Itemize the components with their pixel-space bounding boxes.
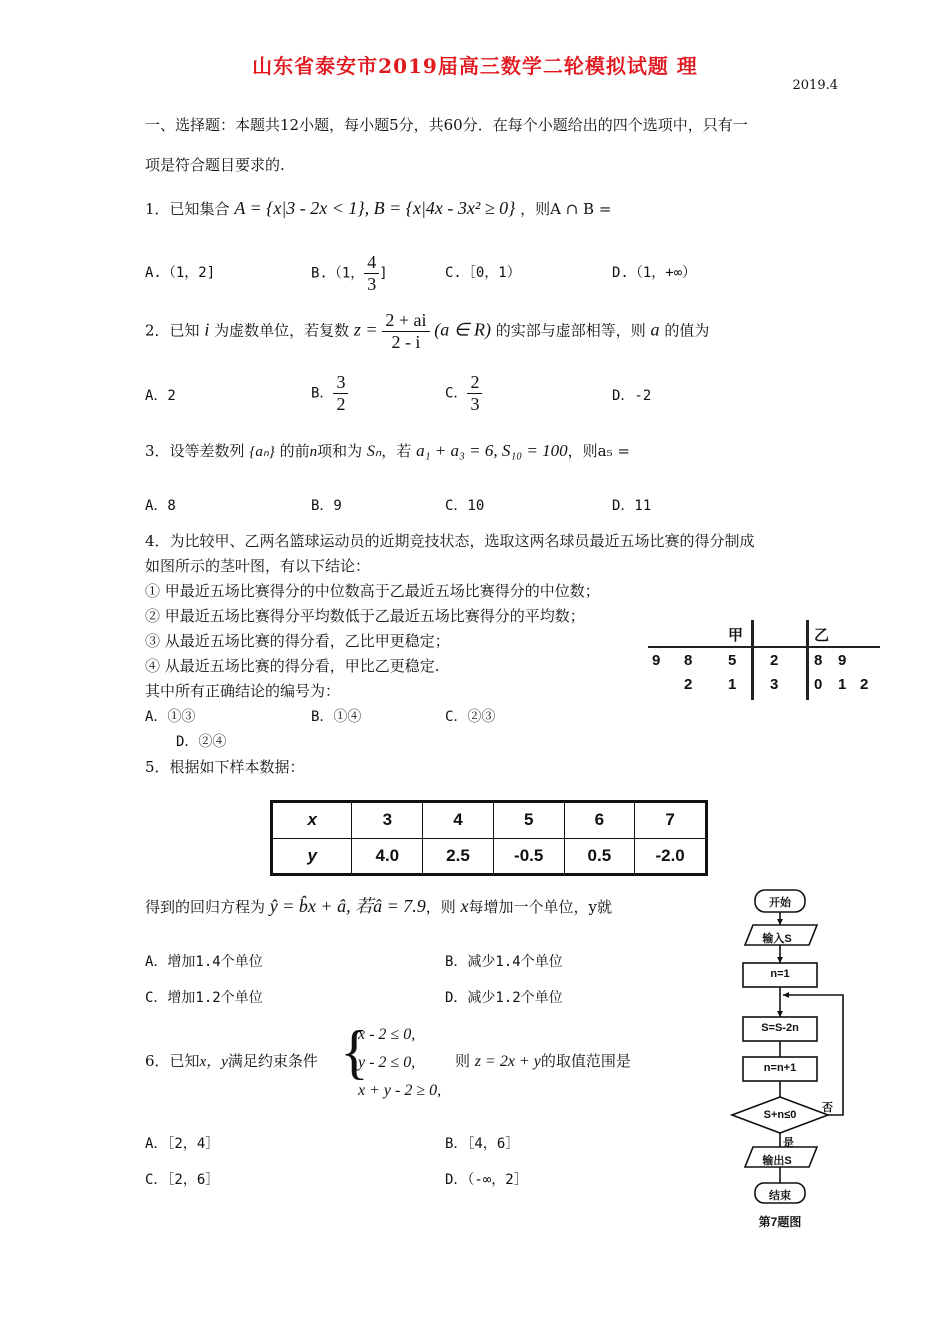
stem-leaf-left-5: 1 bbox=[728, 676, 737, 693]
table-x-label: x bbox=[272, 802, 352, 839]
q6-mid: 满足约束条件 bbox=[227, 1052, 318, 1070]
constraint-brace: { bbox=[340, 1019, 369, 1085]
q2-option-c-denominator: 3 bbox=[470, 394, 480, 414]
table-y-label: y bbox=[272, 838, 352, 875]
q2-condition: (a ∈ R) bbox=[434, 319, 491, 340]
q4-line1: 4．为比较甲、乙两名篮球运动员的近期竞技状态，选取这两名球员最近五场比赛的得分制成 bbox=[145, 532, 755, 550]
q1-prefix: 1．已知集合 bbox=[145, 200, 230, 218]
q6-constraint-2: y - 2 ≤ 0, bbox=[358, 1054, 416, 1071]
q5-equation: ŷ = b̂x + â, 若â = 7.9 bbox=[269, 896, 426, 916]
q3-mid: 的前 bbox=[279, 442, 310, 460]
page-title: 山东省泰安市2019届高三数学二轮模拟试题 理 bbox=[252, 54, 698, 78]
q5-option-a: A．增加1.4个单位 bbox=[145, 954, 263, 970]
q6-expression: z = 2x + y bbox=[474, 1053, 541, 1070]
q2-i: i bbox=[204, 319, 210, 340]
q6-xy: x，y bbox=[199, 1054, 228, 1070]
q5-option-d: D．减少1.2个单位 bbox=[445, 990, 563, 1006]
q5-regression bbox=[145, 892, 612, 918]
q1-suffix: ，则A ∩ B = bbox=[520, 200, 612, 218]
q2-option-b-prefix: B． bbox=[311, 385, 334, 402]
table-cell: -2.0 bbox=[635, 838, 707, 875]
stem-header-jia: 甲 bbox=[728, 627, 744, 644]
q2-mid: 为虚数单位，若复数 bbox=[214, 321, 350, 340]
q1-option-b bbox=[311, 252, 388, 295]
q4-ask: 其中所有正确结论的编号为： bbox=[145, 682, 341, 700]
q4-option-b: B．①④ bbox=[311, 709, 362, 725]
q3-mid2: 项和为 bbox=[317, 442, 363, 460]
q6-option-c: C．［2，6］ bbox=[145, 1172, 220, 1188]
flowchart-input: 输入S bbox=[762, 933, 792, 945]
q4-option-c: C．②③ bbox=[445, 709, 496, 725]
q1-expression: A = {x|3 - 2x < 1}, B = {x|4x - 3x² ≥ 0} bbox=[234, 198, 516, 218]
q3-suffix: ，则a₅ = bbox=[567, 442, 630, 460]
q5-text3: 每增加一个单位，y就 bbox=[468, 898, 612, 916]
q2-option-c bbox=[445, 372, 482, 415]
q2-option-b bbox=[311, 372, 348, 415]
q6-target bbox=[455, 1050, 631, 1071]
q2-numerator: 2 + ai bbox=[382, 310, 429, 332]
q4-conclusion-3: ③ 从最近五场比赛的得分看，乙比甲更稳定； bbox=[145, 632, 450, 650]
q2-suffix: 的实部与虚部相等，则 bbox=[495, 321, 646, 340]
flowchart-no-label: 否 bbox=[822, 1102, 833, 1114]
q2-z: z = bbox=[353, 319, 378, 340]
q2-denominator: 2 - i bbox=[391, 332, 421, 352]
flowchart-step1: S=S-2n bbox=[761, 1022, 799, 1034]
question-3 bbox=[145, 440, 630, 461]
table-cell: 6 bbox=[564, 802, 635, 839]
q4-line2: 如图所示的茎叶图，有以下结论： bbox=[145, 557, 371, 575]
q3-option-d: D．11 bbox=[612, 498, 652, 514]
stem-leaf-left-3: 5 bbox=[728, 652, 737, 669]
q6-option-d: D．（-∞，2］ bbox=[445, 1172, 528, 1188]
q5-option-b: B．减少1.4个单位 bbox=[445, 954, 563, 970]
stem-leaf-left-1: 9 bbox=[652, 652, 661, 669]
flowchart-caption: 第7题图 bbox=[758, 1215, 802, 1229]
table-cell: 5 bbox=[493, 802, 564, 839]
q2-option-b-denominator: 2 bbox=[336, 394, 346, 414]
q6-constraint-3: x + y - 2 ≥ 0, bbox=[358, 1082, 442, 1099]
q4-option-a: A．①③ bbox=[145, 709, 196, 725]
q4-conclusion-4: ④ 从最近五场比赛的得分看，甲比乙更稳定. bbox=[145, 657, 440, 675]
q4-option-d: D．②④ bbox=[176, 734, 227, 750]
q1-option-b-denominator: 3 bbox=[367, 274, 377, 294]
stem-leaf-right-4: 1 bbox=[838, 676, 847, 693]
q5-x: x bbox=[460, 896, 469, 916]
q6-option-a: A．［2，4］ bbox=[145, 1136, 220, 1152]
q3-option-c: C．10 bbox=[445, 498, 485, 514]
q6-then: 则 bbox=[455, 1052, 471, 1070]
table-row bbox=[272, 802, 707, 839]
table-cell: 2.5 bbox=[423, 838, 494, 875]
q4-conclusion-2: ② 甲最近五场比赛得分平均数低于乙最近五场比赛得分的平均数； bbox=[145, 607, 585, 625]
table-cell: -0.5 bbox=[493, 838, 564, 875]
question-1 bbox=[145, 198, 611, 219]
q2-option-b-numerator: 3 bbox=[333, 372, 348, 394]
flowchart-output: 输出S bbox=[762, 1155, 792, 1167]
q2-tail: 的值为 bbox=[664, 321, 710, 340]
flowchart-init: n=1 bbox=[770, 968, 790, 980]
q3-option-a: A．8 bbox=[145, 498, 176, 514]
q6-intro bbox=[145, 1050, 318, 1071]
stem-leaf-right-1: 8 bbox=[814, 652, 823, 669]
q5-text2: ，则 bbox=[425, 898, 456, 916]
stem-leaf-plot bbox=[648, 620, 880, 700]
flowchart-yes-label: 是 bbox=[783, 1137, 794, 1149]
q2-option-c-prefix: C． bbox=[445, 385, 468, 402]
table-cell: 3 bbox=[352, 802, 423, 839]
q1-option-c: C.［0，1） bbox=[445, 265, 521, 281]
q2-a: a bbox=[650, 319, 660, 340]
q2-option-d: D．-2 bbox=[612, 388, 652, 404]
q3-condition: a₁ + a₃ = 6, S₁₀ = 100 bbox=[416, 441, 568, 460]
section-instructions-line1: 一、选择题：本题共12小题，每小题5分，共60分．在每个小题给出的四个选项中，只有一 bbox=[145, 116, 748, 134]
stem-leaf-right-5: 2 bbox=[860, 676, 869, 693]
table-cell: 0.5 bbox=[564, 838, 635, 875]
stem-header-yi: 乙 bbox=[814, 627, 830, 644]
q6-option-b: B．［4，6］ bbox=[445, 1136, 520, 1152]
flowchart-end: 结束 bbox=[769, 1190, 791, 1202]
table-cell: 4.0 bbox=[352, 838, 423, 875]
q5-option-c: C．增加1.2个单位 bbox=[145, 990, 263, 1006]
q1-option-a: A.（1，2] bbox=[145, 265, 216, 281]
flowchart-step2: n=n+1 bbox=[763, 1062, 797, 1074]
q3-n: n bbox=[309, 444, 318, 460]
q1-option-d: D.（1，+∞） bbox=[612, 265, 697, 281]
sample-data-table bbox=[270, 800, 708, 876]
stem-value-2: 3 bbox=[770, 676, 779, 693]
question-2 bbox=[145, 310, 709, 353]
q6-constraint-1: x - 2 ≤ 0, bbox=[358, 1026, 416, 1043]
flowchart-condition: S+n≤0 bbox=[763, 1109, 797, 1121]
stem-leaf-right-3: 0 bbox=[814, 676, 823, 693]
flowchart-start: 开始 bbox=[769, 897, 791, 909]
stem-leaf-left-2: 8 bbox=[684, 652, 693, 669]
table-row bbox=[272, 838, 707, 875]
q3-prefix: 3．设等差数列 bbox=[145, 442, 245, 460]
q6-prefix: 6．已知 bbox=[145, 1052, 200, 1070]
q1-option-b-suffix: ] bbox=[379, 265, 388, 282]
q1-option-b-prefix: B.（1， bbox=[311, 265, 365, 282]
stem-leaf-right-2: 9 bbox=[838, 652, 847, 669]
q2-option-c-numerator: 2 bbox=[467, 372, 482, 394]
q4-conclusion-1: ① 甲最近五场比赛得分的中位数高于乙最近五场比赛得分的中位数； bbox=[145, 582, 600, 600]
table-cell: 7 bbox=[635, 802, 707, 839]
exam-date: 2019.4 bbox=[792, 78, 838, 93]
q2-prefix: 2．已知 bbox=[145, 321, 200, 340]
q1-option-b-numerator: 4 bbox=[364, 252, 379, 274]
q5-prefix: 5．根据如下样本数据： bbox=[145, 758, 305, 776]
stem-leaf-left-4: 2 bbox=[684, 676, 693, 693]
table-cell: 4 bbox=[423, 802, 494, 839]
q3-option-b: B．9 bbox=[311, 498, 342, 514]
q6-suffix: 的取值范围是 bbox=[540, 1052, 631, 1070]
section-instructions-line2: 项是符合题目要求的. bbox=[145, 156, 285, 174]
q3-sn: Sₙ bbox=[366, 443, 382, 460]
q3-mid3: ，若 bbox=[381, 442, 412, 460]
q3-sequence: {aₙ} bbox=[249, 444, 275, 460]
stem-value-1: 2 bbox=[770, 652, 779, 669]
q5-text1: 得到的回归方程为 bbox=[145, 898, 266, 916]
q2-option-a: A．2 bbox=[145, 388, 176, 404]
